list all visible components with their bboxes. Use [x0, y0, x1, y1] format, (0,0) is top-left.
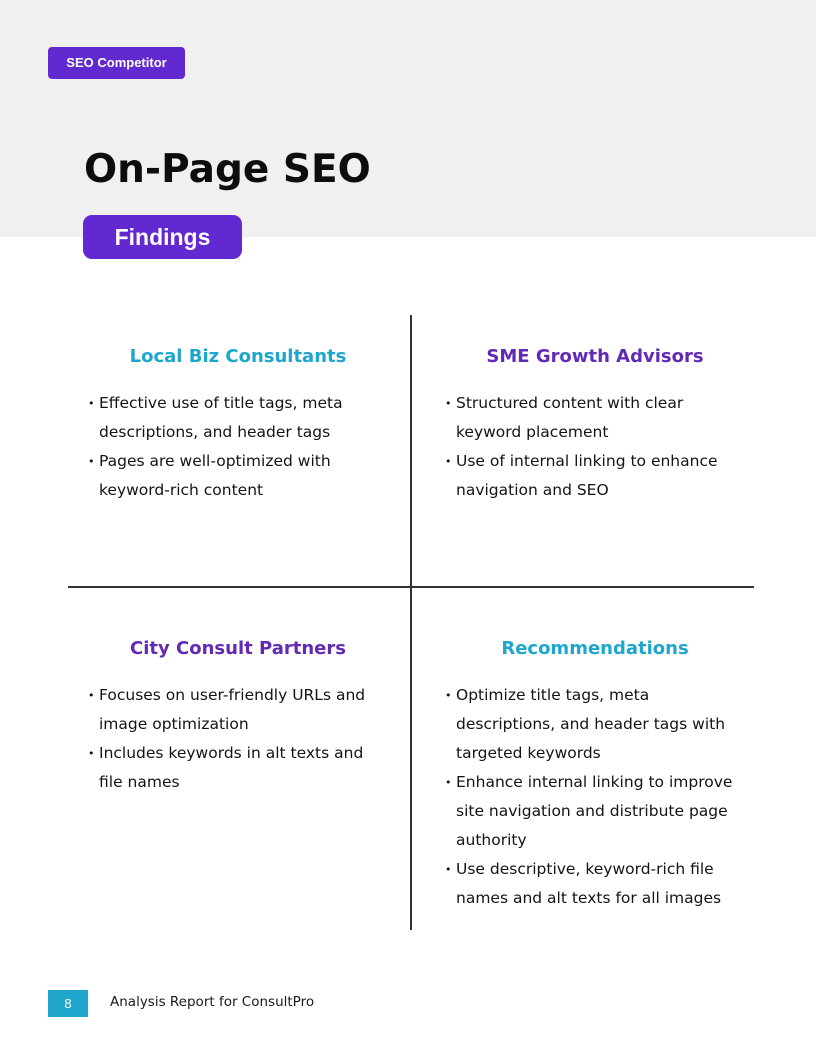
horizontal-divider	[68, 586, 754, 588]
bullet-list	[445, 681, 745, 913]
page-number-badge: 8	[48, 990, 88, 1017]
page-title: On-Page SEO	[84, 147, 371, 192]
bullet-list	[88, 681, 388, 797]
list-item: • Pages are well-optimized with keyword-rich content	[88, 447, 388, 505]
footer-report-title: Analysis Report for ConsultPro	[110, 994, 315, 1010]
quadrant-title: Recommendations	[501, 638, 689, 659]
list-item: • Effective use of title tags, meta descriptions, and header tags	[88, 389, 388, 447]
quadrant-city-consult-partners	[88, 637, 388, 797]
header-band	[0, 0, 816, 237]
list-item: • Use descriptive, keyword-rich file names and alt texts for all images	[445, 855, 745, 913]
bullet-list	[88, 389, 388, 505]
list-item: • Optimize title tags, meta descriptions, and header tags with targeted keywords	[445, 681, 745, 768]
list-item: • Structured content with clear keyword placement	[445, 389, 745, 447]
list-item: • Includes keywords in alt texts and file names	[88, 739, 388, 797]
list-item: • Focuses on user-friendly URLs and image optimization	[88, 681, 388, 739]
list-item: • Enhance internal linking to improve site navigation and distribute page authority	[445, 768, 745, 855]
quadrant-local-biz-consultants	[88, 345, 388, 505]
category-tag: SEO Competitor	[48, 47, 185, 79]
quadrant-title: SME Growth Advisors	[486, 346, 704, 367]
quadrant-title: Local Biz Consultants	[129, 346, 347, 367]
vertical-divider	[410, 315, 412, 930]
bullet-list	[445, 389, 745, 505]
findings-section-pill: Findings	[83, 215, 242, 259]
quadrant-title: City Consult Partners	[130, 638, 346, 659]
quadrant-sme-growth-advisors	[445, 345, 745, 505]
quadrant-recommendations	[445, 637, 745, 913]
list-item: • Use of internal linking to enhance navigation and SEO	[445, 447, 745, 505]
